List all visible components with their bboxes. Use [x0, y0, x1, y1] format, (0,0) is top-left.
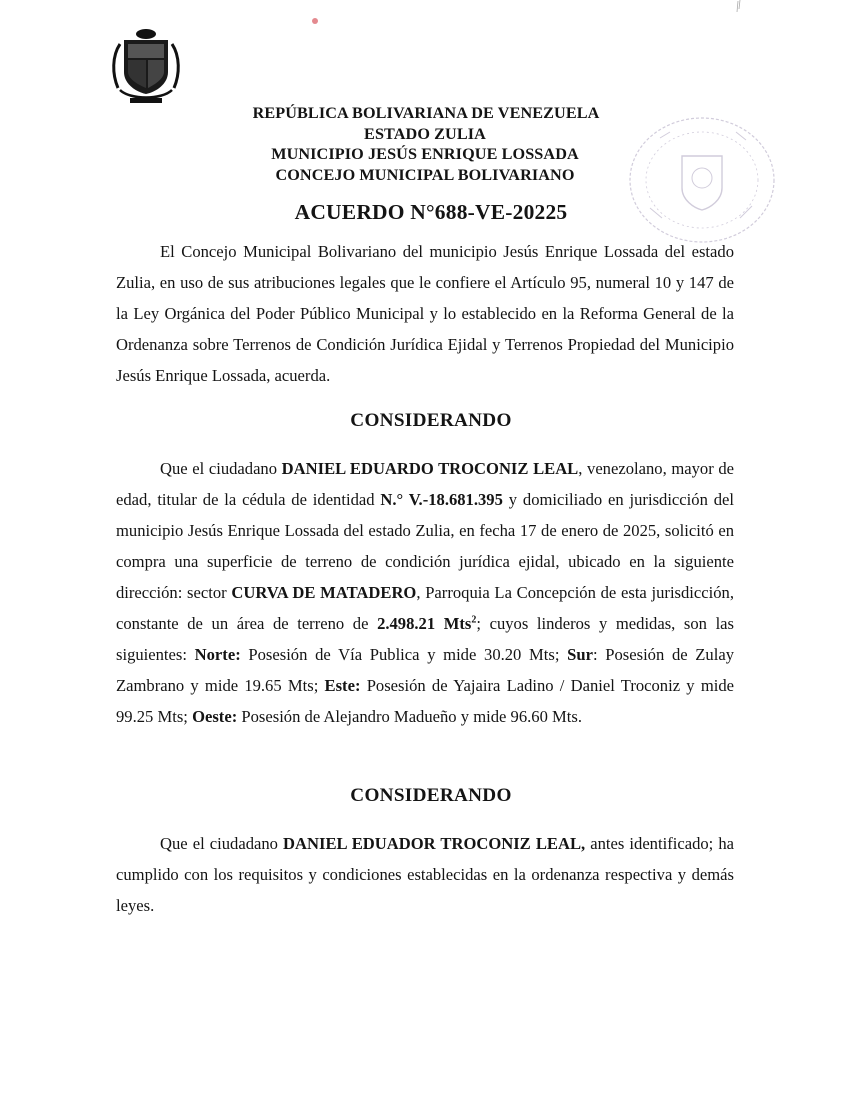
document-title: ACUERDO N°688-VE-20225	[294, 200, 568, 224]
considerando-1-paragraph: Que el ciudadano DANIEL EDUARDO TROCONIZ LEAL, venezolano, mayor de edad, titular de la cédula de identidad N.° V.-18.681.395 y domiciliado en jurisdicción del municipio Jesús Enrique Lossada del estado Zulia, en fecha 17 de enero de 2025, solicitó en compra una superficie de terreno de condición jurídica ejidal, ubicado en la siguiente dirección: sector CURVA DE MATADERO, Parroquia La Concepción de esta jurisdicción, constante de un área de terreno de 2.498.21 Mts$^2$; cuyos linderos y medidas, son las siguientes: Norte: Posesión de Vía Publica y mide 30.20 Mts; Sur: Posesión de Zulay Zambrano y mide 19.65 Mts; Este: Posesión de Yajaira Ladino / Daniel Troconiz y mide 99.25 Mts; Oeste: Posesión de Alejandro Madueño y mide 96.60 Mts.	[116, 459, 735, 726]
boundary-oeste: Oeste:	[192, 707, 238, 726]
citizen-id: N.° V.-18.681.395	[380, 490, 503, 509]
citizen-name: DANIEL EDUARDO TROCONIZ LEAL	[281, 459, 579, 478]
coat-of-arms-icon	[110, 26, 182, 106]
ink-dot	[312, 18, 318, 24]
sector-name: CURVA DE MATADERO	[231, 583, 417, 602]
header-state: ESTADO ZULIA	[364, 124, 486, 143]
letterhead	[0, 103, 850, 185]
section-heading-considerando-1: CONSIDERANDO	[350, 410, 512, 431]
boundary-este: Este:	[324, 676, 361, 695]
section-heading-considerando-2: CONSIDERANDO	[350, 785, 512, 806]
intro-paragraph: El Concejo Municipal Bolivariano del municipio Jesús Enrique Lossada del estado Zulia, en uso de sus atribuciones legales que le confiere el Artículo 95, numeral 10 y 147 de la Ley Orgánica del Poder Público Municipal y lo establecido en la Reforma General de la Ordenanza sobre Terrenos de Condición Jurídica Ejidal y Terrenos Propiedad del Municipio Jesús Enrique Lossada, acuerda.	[116, 242, 734, 385]
boundary-norte: Norte:	[194, 645, 241, 664]
pencil-mark	[734, 0, 746, 14]
boundary-sur: Sur	[567, 645, 593, 664]
header-republic: REPÚBLICA BOLIVARIANA DE VENEZUELA	[252, 104, 600, 122]
citizen-name-2: DANIEL EDUADOR TROCONIZ LEAL,	[283, 834, 586, 853]
header-municipality: MUNICIPIO JESÚS ENRIQUE LOSSADA	[271, 145, 579, 163]
land-area: 2.498.21 Mts$^2$	[377, 614, 477, 633]
considerando-2-paragraph: Que el ciudadano DANIEL EDUADOR TROCONIZ LEAL, antes identificado; ha cumplido con los requisitos y condiciones establecidas en la ordenanza respectiva y demás leyes.	[116, 834, 734, 915]
header-council: CONCEJO MUNICIPAL BOLIVARIANO	[275, 165, 575, 184]
